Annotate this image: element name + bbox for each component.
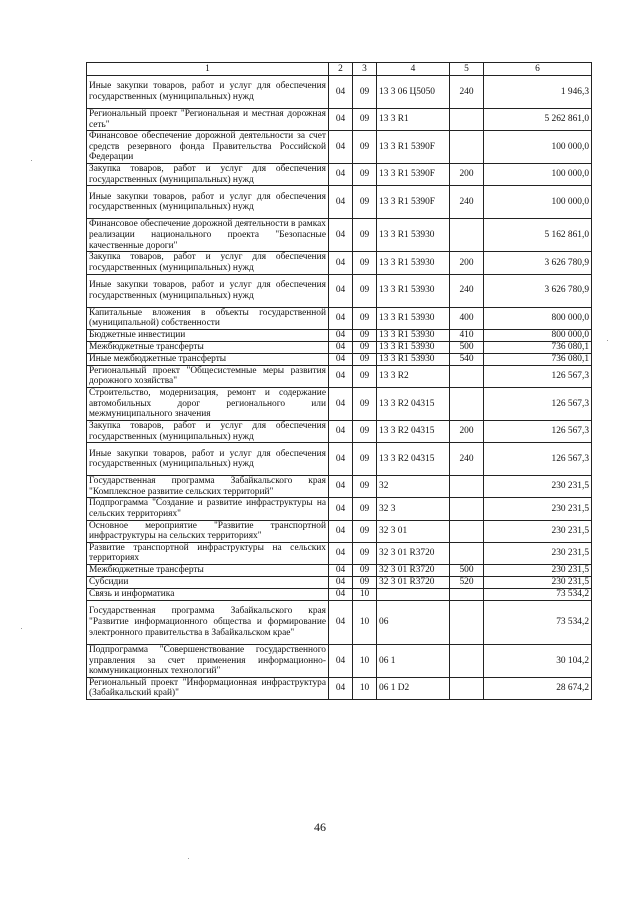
table-row xyxy=(87,76,592,109)
row-name-cell: Капитальные вложения в объекты государственной (муниципальной) собственности xyxy=(87,307,329,329)
subsection-code-cell: 09 xyxy=(353,420,377,442)
table-row xyxy=(87,576,592,588)
target-article-cell: 13 3 R2 04315 xyxy=(377,420,450,442)
row-name-cell: Финансовое обеспечение дорожной деятельности за счет средств резервного фонда Правительства Российской Федерации xyxy=(87,131,329,164)
subsection-code-cell: 09 xyxy=(353,274,377,307)
target-article-cell: 13 3 R2 xyxy=(377,365,450,387)
amount-cell: 73 534,2 xyxy=(484,600,592,644)
amount-cell: 100 000,0 xyxy=(484,131,592,164)
expense-type-cell: 240 xyxy=(450,274,484,307)
column-header: 3 xyxy=(353,63,377,76)
target-article-cell: 32 3 xyxy=(377,498,450,520)
expense-type-cell: 500 xyxy=(450,341,484,353)
table-row xyxy=(87,677,592,699)
amount-cell: 126 567,3 xyxy=(484,420,592,442)
target-article-cell: 13 3 R1 5390F xyxy=(377,164,450,186)
budget-table xyxy=(86,62,592,700)
subsection-code-cell: 09 xyxy=(353,542,377,564)
section-code-cell: 04 xyxy=(329,564,353,576)
row-name-cell: Подпрограмма "Совершенствование государственного управления за счет применения информационно-коммуникационных технологий" xyxy=(87,644,329,677)
subsection-code-cell: 10 xyxy=(353,588,377,600)
amount-cell: 736 080,1 xyxy=(484,353,592,365)
subsection-code-cell: 10 xyxy=(353,644,377,677)
table-row xyxy=(87,644,592,677)
scan-speck xyxy=(188,858,189,859)
row-name-cell: Межбюджетные трансферты xyxy=(87,564,329,576)
row-name-cell: Финансовое обеспечение дорожной деятельности в рамках реализации национального проекта "Безопасные качественные дороги" xyxy=(87,219,329,252)
expense-type-cell xyxy=(450,498,484,520)
amount-cell: 3 626 780,9 xyxy=(484,252,592,274)
subsection-code-cell: 09 xyxy=(353,252,377,274)
section-code-cell: 04 xyxy=(329,164,353,186)
subsection-code-cell: 09 xyxy=(353,564,377,576)
expense-type-cell xyxy=(450,109,484,131)
subsection-code-cell: 09 xyxy=(353,341,377,353)
row-name-cell: Региональный проект "Общесистемные меры развития дорожного хозяйства" xyxy=(87,365,329,387)
row-name-cell: Иные закупки товаров, работ и услуг для обеспечения государственных (муниципальных) нужд xyxy=(87,186,329,219)
row-name-cell: Закупка товаров, работ и услуг для обеспечения государственных (муниципальных) нужд xyxy=(87,164,329,186)
row-name-cell: Связь и информатика xyxy=(87,588,329,600)
expense-type-cell: 200 xyxy=(450,420,484,442)
amount-cell: 230 231,5 xyxy=(484,542,592,564)
subsection-code-cell: 09 xyxy=(353,576,377,588)
column-header: 6 xyxy=(484,63,592,76)
row-name-cell: Развитие транспортной инфраструктуры на сельских территориях xyxy=(87,542,329,564)
amount-cell: 126 567,3 xyxy=(484,365,592,387)
expense-type-cell xyxy=(450,520,484,542)
section-code-cell: 04 xyxy=(329,219,353,252)
section-code-cell: 04 xyxy=(329,420,353,442)
table-row xyxy=(87,329,592,341)
row-name-cell: Государственная программа Забайкальского края "Комплексное развитие сельских территорий" xyxy=(87,476,329,498)
table-row xyxy=(87,341,592,353)
section-code-cell: 04 xyxy=(329,353,353,365)
target-article-cell: 13 3 R1 53930 xyxy=(377,307,450,329)
subsection-code-cell: 09 xyxy=(353,520,377,542)
target-article-cell: 06 1 xyxy=(377,644,450,677)
row-name-cell: Закупка товаров, работ и услуг для обеспечения государственных (муниципальных) нужд xyxy=(87,252,329,274)
section-code-cell: 04 xyxy=(329,307,353,329)
subsection-code-cell: 09 xyxy=(353,307,377,329)
page-number: 46 xyxy=(314,820,326,834)
amount-cell: 800 000,0 xyxy=(484,329,592,341)
expense-type-cell xyxy=(450,131,484,164)
row-name-cell: Иные межбюджетные трансферты xyxy=(87,353,329,365)
section-code-cell: 04 xyxy=(329,341,353,353)
amount-cell: 28 674,2 xyxy=(484,677,592,699)
table-row xyxy=(87,564,592,576)
section-code-cell: 04 xyxy=(329,520,353,542)
row-name-cell: Строительство, модернизация, ремонт и содержание автомобильных дорог регионального или межмуниципального значения xyxy=(87,387,329,420)
target-article-cell: 13 3 R1 5390F xyxy=(377,186,450,219)
section-code-cell: 04 xyxy=(329,131,353,164)
expense-type-cell xyxy=(450,677,484,699)
section-code-cell: 04 xyxy=(329,542,353,564)
table-row xyxy=(87,476,592,498)
amount-cell: 736 080,1 xyxy=(484,341,592,353)
expense-type-cell xyxy=(450,387,484,420)
target-article-cell: 32 3 01 xyxy=(377,520,450,542)
subsection-code-cell: 09 xyxy=(353,443,377,476)
section-code-cell: 04 xyxy=(329,443,353,476)
scan-speck xyxy=(607,340,608,341)
expense-type-cell xyxy=(450,476,484,498)
amount-cell: 100 000,0 xyxy=(484,164,592,186)
target-article-cell: 13 3 R1 53930 xyxy=(377,274,450,307)
amount-cell: 800 000,0 xyxy=(484,307,592,329)
amount-cell: 230 231,5 xyxy=(484,476,592,498)
subsection-code-cell: 09 xyxy=(353,498,377,520)
expense-type-cell: 240 xyxy=(450,76,484,109)
column-header: 2 xyxy=(329,63,353,76)
section-code-cell: 04 xyxy=(329,677,353,699)
subsection-code-cell: 09 xyxy=(353,476,377,498)
target-article-cell: 13 3 R2 04315 xyxy=(377,443,450,476)
section-code-cell: 04 xyxy=(329,498,353,520)
table-row xyxy=(87,443,592,476)
section-code-cell: 04 xyxy=(329,600,353,644)
column-header: 4 xyxy=(377,63,450,76)
expense-type-cell: 500 xyxy=(450,564,484,576)
target-article-cell: 13 3 06 Ц5050 xyxy=(377,76,450,109)
subsection-code-cell: 10 xyxy=(353,677,377,699)
subsection-code-cell: 09 xyxy=(353,365,377,387)
section-code-cell: 04 xyxy=(329,365,353,387)
subsection-code-cell: 10 xyxy=(353,600,377,644)
scan-speck xyxy=(31,160,32,161)
table-row xyxy=(87,219,592,252)
subsection-code-cell: 09 xyxy=(353,387,377,420)
amount-cell: 230 231,5 xyxy=(484,576,592,588)
section-code-cell: 04 xyxy=(329,252,353,274)
table-row xyxy=(87,164,592,186)
subsection-code-cell: 09 xyxy=(353,109,377,131)
row-name-cell: Иные закупки товаров, работ и услуг для обеспечения государственных (муниципальных) нужд xyxy=(87,76,329,109)
target-article-cell: 13 3 R1 5390F xyxy=(377,131,450,164)
section-code-cell: 04 xyxy=(329,329,353,341)
row-name-cell: Субсидии xyxy=(87,576,329,588)
expense-type-cell xyxy=(450,542,484,564)
table-row xyxy=(87,109,592,131)
section-code-cell: 04 xyxy=(329,576,353,588)
expense-type-cell xyxy=(450,219,484,252)
expense-type-cell xyxy=(450,365,484,387)
section-code-cell: 04 xyxy=(329,109,353,131)
row-name-cell: Подпрограмма "Создание и развитие инфраструктуры на сельских территориях" xyxy=(87,498,329,520)
table-row xyxy=(87,365,592,387)
target-article-cell: 13 3 R1 53930 xyxy=(377,353,450,365)
column-header: 5 xyxy=(450,63,484,76)
section-code-cell: 04 xyxy=(329,76,353,109)
target-article-cell: 13 3 R1 53930 xyxy=(377,252,450,274)
expense-type-cell: 520 xyxy=(450,576,484,588)
section-code-cell: 04 xyxy=(329,588,353,600)
amount-cell: 126 567,3 xyxy=(484,387,592,420)
target-article-cell xyxy=(377,588,450,600)
row-name-cell: Региональный проект "Информационная инфраструктура (Забайкальский край)" xyxy=(87,677,329,699)
table-row xyxy=(87,353,592,365)
amount-cell: 230 231,5 xyxy=(484,520,592,542)
expense-type-cell xyxy=(450,600,484,644)
expense-type-cell: 540 xyxy=(450,353,484,365)
scan-speck xyxy=(21,628,22,629)
target-article-cell: 32 3 01 R3720 xyxy=(377,564,450,576)
expense-type-cell xyxy=(450,588,484,600)
amount-cell: 3 626 780,9 xyxy=(484,274,592,307)
section-code-cell: 04 xyxy=(329,274,353,307)
target-article-cell: 13 3 R1 53930 xyxy=(377,329,450,341)
table-row xyxy=(87,274,592,307)
expense-type-cell: 240 xyxy=(450,186,484,219)
target-article-cell: 06 xyxy=(377,600,450,644)
row-name-cell: Основное мероприятие "Развитие транспортной инфраструктуры на сельских территориях" xyxy=(87,520,329,542)
table-row xyxy=(87,186,592,219)
table-row xyxy=(87,307,592,329)
expense-type-cell: 240 xyxy=(450,443,484,476)
table-row xyxy=(87,420,592,442)
target-article-cell: 06 1 D2 xyxy=(377,677,450,699)
table-row xyxy=(87,588,592,600)
subsection-code-cell: 09 xyxy=(353,219,377,252)
target-article-cell: 13 3 R1 53930 xyxy=(377,341,450,353)
subsection-code-cell: 09 xyxy=(353,186,377,219)
row-name-cell: Закупка товаров, работ и услуг для обеспечения государственных (муниципальных) нужд xyxy=(87,420,329,442)
table-row xyxy=(87,520,592,542)
row-name-cell: Региональный проект "Региональная и местная дорожная сеть" xyxy=(87,109,329,131)
subsection-code-cell: 09 xyxy=(353,131,377,164)
subsection-code-cell: 09 xyxy=(353,329,377,341)
expense-type-cell: 400 xyxy=(450,307,484,329)
section-code-cell: 04 xyxy=(329,387,353,420)
amount-cell: 126 567,3 xyxy=(484,443,592,476)
amount-cell: 5 262 861,0 xyxy=(484,109,592,131)
amount-cell: 1 946,3 xyxy=(484,76,592,109)
subsection-code-cell: 09 xyxy=(353,76,377,109)
expense-type-cell xyxy=(450,644,484,677)
table-row xyxy=(87,542,592,564)
amount-cell: 73 534,2 xyxy=(484,588,592,600)
table-row xyxy=(87,252,592,274)
subsection-code-cell: 09 xyxy=(353,353,377,365)
table-body xyxy=(87,76,592,700)
target-article-cell: 32 xyxy=(377,476,450,498)
row-name-cell: Иные закупки товаров, работ и услуг для обеспечения государственных (муниципальных) нужд xyxy=(87,443,329,476)
target-article-cell: 13 3 R1 53930 xyxy=(377,219,450,252)
expense-type-cell: 200 xyxy=(450,164,484,186)
expense-type-cell: 410 xyxy=(450,329,484,341)
amount-cell: 100 000,0 xyxy=(484,186,592,219)
table-header-row xyxy=(87,63,592,76)
column-header: 1 xyxy=(87,63,329,76)
row-name-cell: Иные закупки товаров, работ и услуг для обеспечения государственных (муниципальных) нужд xyxy=(87,274,329,307)
subsection-code-cell: 09 xyxy=(353,164,377,186)
section-code-cell: 04 xyxy=(329,186,353,219)
target-article-cell: 32 3 01 R3720 xyxy=(377,542,450,564)
row-name-cell: Бюджетные инвестиции xyxy=(87,329,329,341)
table-row xyxy=(87,387,592,420)
table-row xyxy=(87,498,592,520)
target-article-cell: 13 3 R2 04315 xyxy=(377,387,450,420)
target-article-cell: 32 3 01 R3720 xyxy=(377,576,450,588)
target-article-cell: 13 3 R1 xyxy=(377,109,450,131)
amount-cell: 230 231,5 xyxy=(484,498,592,520)
amount-cell: 30 104,2 xyxy=(484,644,592,677)
expense-type-cell: 200 xyxy=(450,252,484,274)
section-code-cell: 04 xyxy=(329,476,353,498)
row-name-cell: Государственная программа Забайкальского края "Развитие информационного общества и формирование электронного правительства в Забайкальском крае" xyxy=(87,600,329,644)
amount-cell: 230 231,5 xyxy=(484,564,592,576)
amount-cell: 5 162 861,0 xyxy=(484,219,592,252)
table-row xyxy=(87,131,592,164)
row-name-cell: Межбюджетные трансферты xyxy=(87,341,329,353)
table-row xyxy=(87,600,592,644)
section-code-cell: 04 xyxy=(329,644,353,677)
